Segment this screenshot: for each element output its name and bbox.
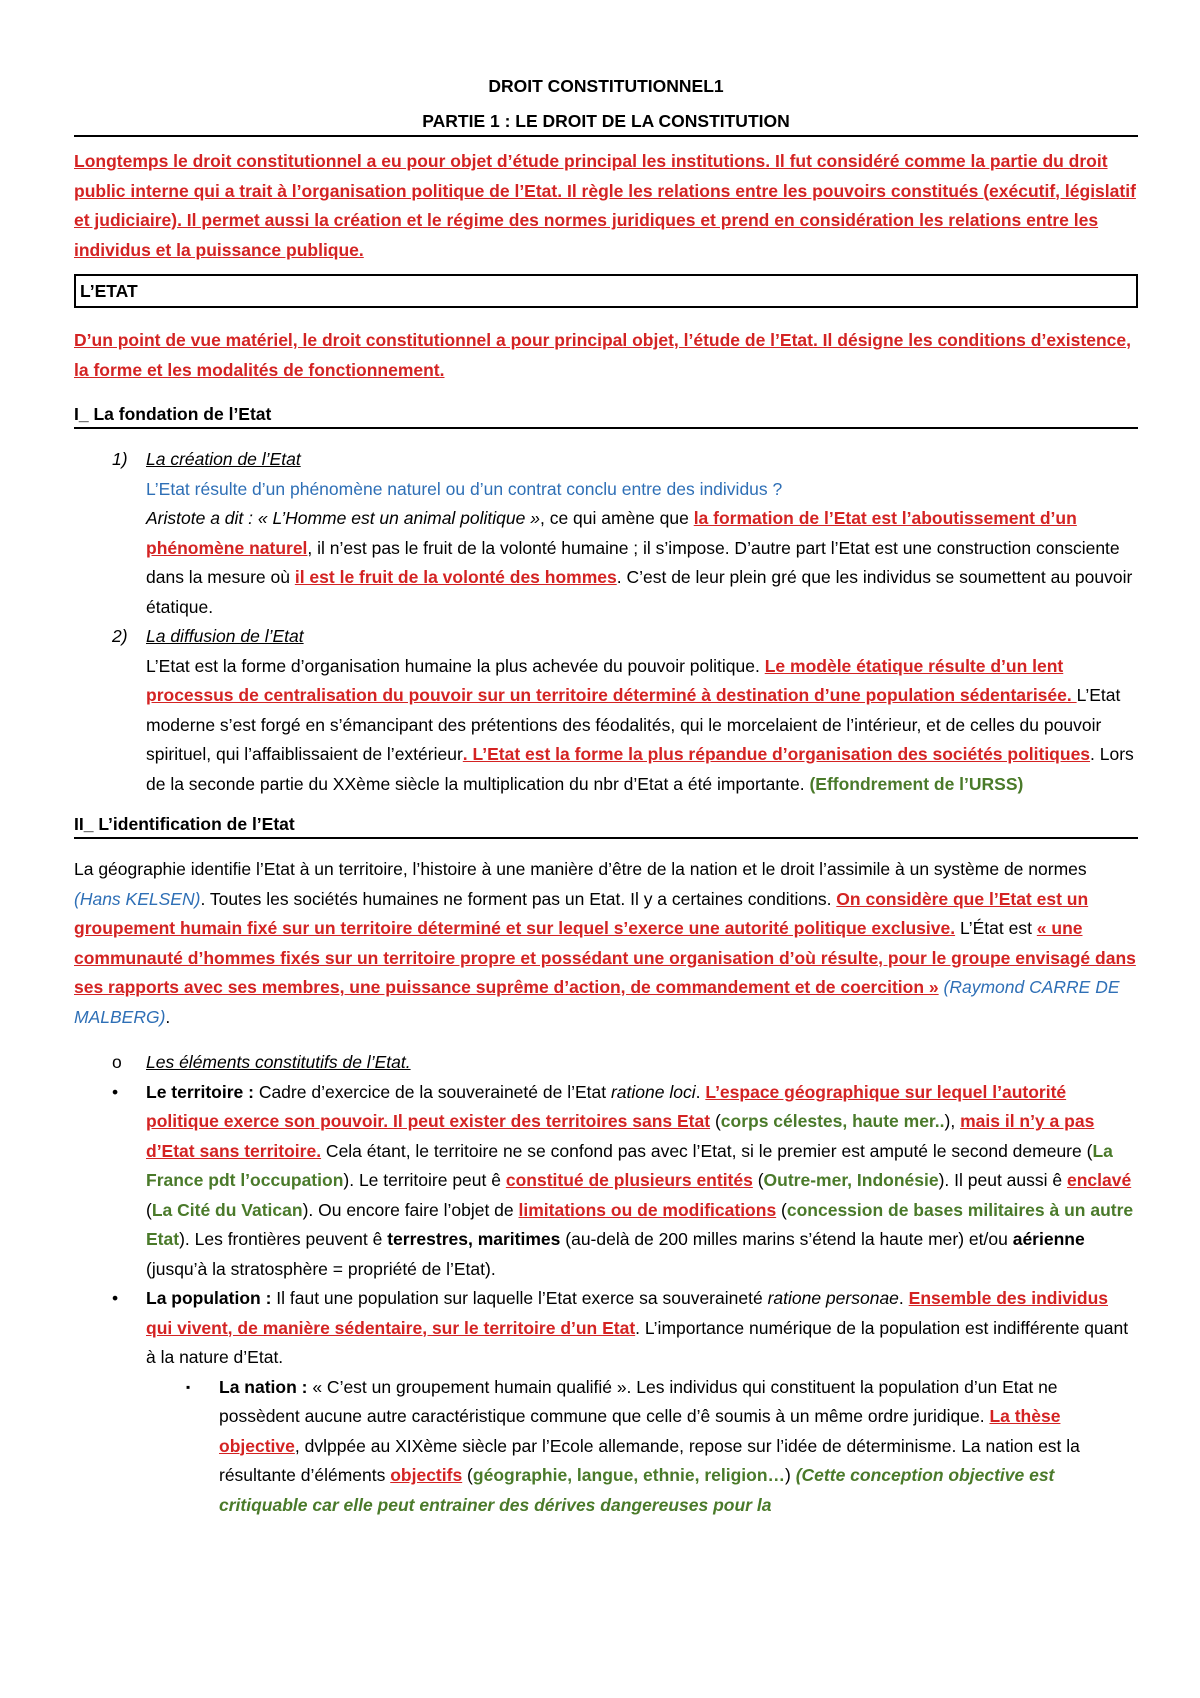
list-item-territoire: • Le territoire : Cadre d’exercice de la souveraineté de l’Etat ratione loci. L’espace géographique sur lequel l’autorité politique exerce son pouvoir. Il peut exister des territoires sans Etat (corps célestes, haute mer..), mais il n’y a pas d’Etat sans territoire. Cela étant, le territoire ne se confond pas avec l’Etat, si le premier est amputé le second demeure (La France pdt l’occupation). Le territoire peut ê constitué de plusieurs entités (Outre-mer, Indonésie). Il peut aussi ê enclavé (La Cité du Vatican). Ou encore faire l’objet de limitations ou de modifications (concession de bases militaires à un autre Etat). Les frontières peuvent ê terrestres, maritimes (au-delà de 200 milles marins s’étend la haute mer) et/ou aérienne (jusqu’à la stratosphère = propriété de l’Etat). xyxy=(74,1078,1138,1285)
diffusion-text: L’Etat est la forme d’organisation humaine la plus achevée du pouvoir politique. Le modèle étatique résulte d’un lent processus de centralisation du pouvoir sur un territoire déterminé à destination d’une population sédentarisée. L’Etat moderne s’est forgé en s’émancipant des prétentions des féodalités, qui le morcelaient de l’intérieur, et de celles du pouvoir spirituel, qui l’affaiblissaient de l’extérieur. L’Etat est la forme la plus répandue d’organisation des sociétés politiques. Lors de la seconde partie du XXème siècle la multiplication du nbr d’Etat a été importante. (Effondrement de l’URSS) xyxy=(146,655,1134,794)
highlight-forme: . L’Etat est la forme la plus répandue d’organisation des sociétés politiques xyxy=(462,744,1091,764)
etat-heading-box: L’ETAT xyxy=(74,274,1138,308)
list-item-elements xyxy=(74,1048,1138,1078)
citation-malberg: (Raymond CARRE DE MALBERG) xyxy=(74,977,1120,1027)
highlight-groupement: On considère que l’Etat est un groupement humain fixé sur un territoire déterminé et sur lequel s’exerce une autorité politique exclusive. xyxy=(74,888,1089,938)
numbered-item-diffusion xyxy=(74,622,1138,799)
highlight-modele: Le modèle étatique résulte d’un lent processus de centralisation du pouvoir sur un territoire déterminé à destination d’une population sédentarisée. xyxy=(146,655,1077,705)
bullet-icon: • xyxy=(112,1288,119,1308)
etat-definition: D’un point de vue matériel, le droit constitutionnel a pour principal objet, l’étude de l’Etat. Il désigne les conditions d’existence, la forme et les modalités de fonctionnement. xyxy=(74,330,1131,380)
identification-paragraph: La géographie identifie l’Etat à un territoire, l’histoire à une manière d’être de la nation et le droit l’assimile à un système de normes (Hans KELSEN). Toutes les sociétés humaines ne forment pas un Etat. Il y a certaines conditions. On considère que l’Etat est un groupement humain fixé sur un territoire déterminé et sur lequel s’exerce une autorité politique exclusive. L’État est « une communauté d’hommes fixés sur un territoire propre et possédant une organisation d’où résulte, pour le groupe envisagé dans ses rapports avec ses membres, une puissance suprême d’action, de commandement et de coercition » (Raymond CARRE DE MALBERG). xyxy=(74,859,1136,1027)
creation-text: Aristote a dit : « L’Homme est un animal politique », ce qui amène que la formation de l’Etat est l’aboutissement d’un phénomène naturel, il n’est pas le fruit de la volonté humaine ; il s’impose. D’autre part l’Etat est une construction consciente dans la mesure où il est le fruit de la volonté des hommes. C’est de leur plein gré que les individus se soumettent au pouvoir étatique. xyxy=(146,508,1133,617)
section-heading-identification: II_ L’identification de l’Etat xyxy=(74,811,1138,839)
highlight-communaute: « une communauté d’hommes fixés sur un territoire propre et possédant une organisation d’où résulte, pour le groupe envisagé dans ses rapports avec ses membres, une puissance suprême d’action, de commandement et de coercition » xyxy=(74,918,1136,997)
list-item-population: • La population : Il faut une population sur laquelle l’Etat exerce sa souveraineté ratione personae. Ensemble des individus qui vivent, de manière sédentaire, sur le territoire d’un Etat. L’importance numérique de la population est indifférente quant à la nature d’Etat. xyxy=(74,1284,1138,1373)
list-item-nation: ▪ La nation : « C’est un groupement humain qualifié ». Les individus qui constituent la population d’un Etat ne possèdent aucune autre caractéristique commune que celle d’ê soumis à un même ordre juridique. La thèse objective, dvlppée au XIXème siècle par l’Ecole allemande, repose sur l’idée de déterminisme. La nation est la résultante d’éléments objectifs (géographie, langue, ethnie, religion…) (Cette conception objective est critiquable car elle peut entrainer des dérives dangereuses pour la xyxy=(74,1373,1138,1521)
highlight-volonte: il est le fruit de la volonté des hommes xyxy=(294,567,617,587)
document-title: DROIT CONSTITUTIONNEL1 xyxy=(488,76,724,96)
part-title: PARTIE 1 : LE DROIT DE LA CONSTITUTION xyxy=(74,111,1138,137)
bullet-icon: • xyxy=(112,1081,119,1102)
item-number: 2) xyxy=(112,626,128,646)
numbered-item-creation xyxy=(74,445,1138,622)
item-number: 1) xyxy=(112,449,128,469)
aristote-quote: Aristote a dit : « L’Homme est un animal politique » xyxy=(146,508,540,528)
elements-title: Les éléments constitutifs de l’Etat. xyxy=(146,1052,411,1072)
intro-paragraph: Longtemps le droit constitutionnel a eu pour objet d’étude principal les institutions. Il fut considéré comme la partie du droit public interne qui a trait à l’organisation politique de l’Etat. Il règle les relations entre les pouvoirs constitués (exécutif, législatif et judiciaire). Il permet aussi la création et le régime des normes juridiques et prend en considération les relations entre les individus et la puissance publique. xyxy=(74,151,1136,260)
section-heading-fondation: I_ La fondation de l’Etat xyxy=(74,401,1138,429)
citation-kelsen: (Hans KELSEN) xyxy=(74,888,201,909)
subsection-title-creation: La création de l’Etat xyxy=(146,449,301,469)
example-urss: (Effondrement de l’URSS) xyxy=(809,773,1024,794)
square-bullet-icon: ▪ xyxy=(186,1379,191,1394)
subsection-title-diffusion: La diffusion de l’Etat xyxy=(146,626,304,646)
highlight-naturel: la formation de l’Etat est l’aboutissement d’un phénomène naturel xyxy=(146,508,1077,558)
circle-bullet-icon: o xyxy=(112,1052,122,1072)
document-page xyxy=(74,0,1138,1520)
creation-question: L’Etat résulte d’un phénomène naturel ou d’un contrat conclu entre des individus ? xyxy=(146,478,783,499)
